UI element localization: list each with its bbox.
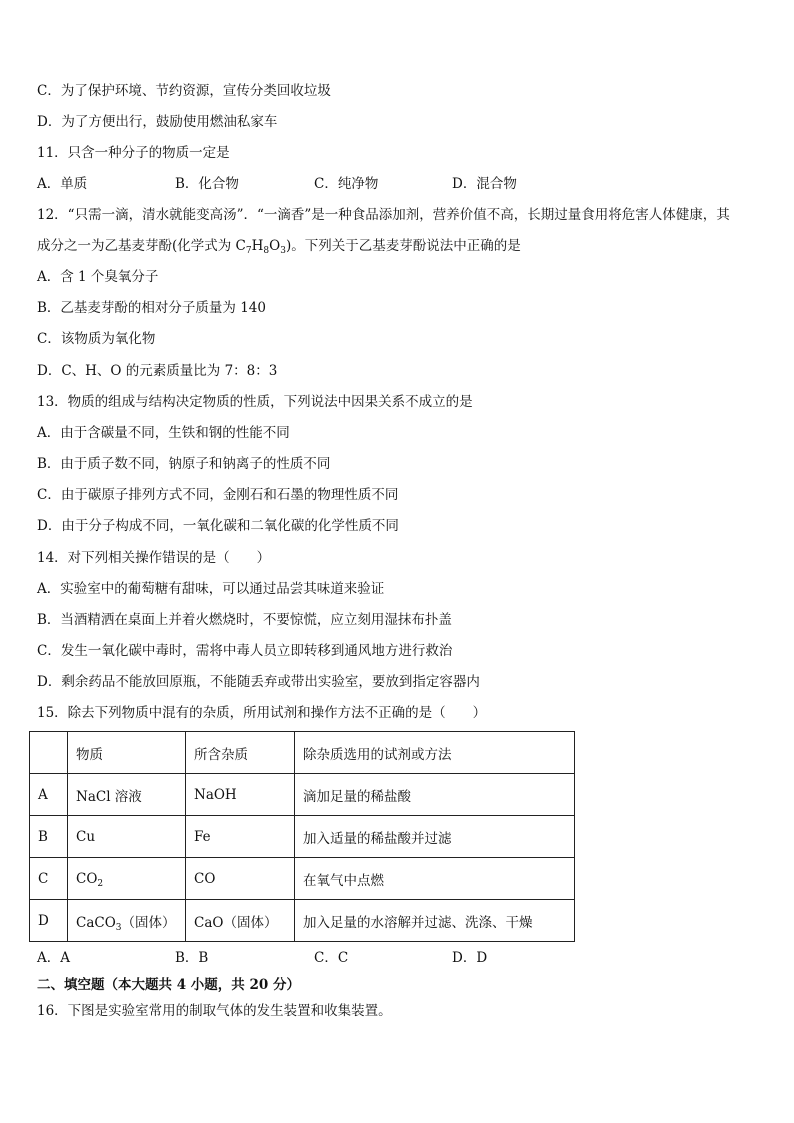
q14-option-a: A．实验室中的葡萄糖有甜味，可以通过品尝其味道来验证 (37, 581, 385, 597)
row-label: D (30, 900, 68, 942)
q14-option-c: C．发生一氧化碳中毒时，需将中毒人员立即转移到通风地方进行救治 (37, 643, 453, 659)
row-label: A (30, 774, 68, 816)
q14-option-d: D．剩余药品不能放回原瓶，不能随丢弃或带出实验室，要放到指定容器内 (37, 674, 480, 690)
q15-option-a: A．A (37, 950, 70, 966)
q16-stem: 16．下图是实验室常用的制取气体的发生装置和收集装置。 (37, 1003, 392, 1019)
formula-base: CaCO (76, 914, 116, 931)
q13-stem: 13．物质的组成与结构决定物质的性质，下列说法中因果关系不成立的是 (37, 394, 473, 410)
q15-table (29, 731, 575, 942)
subscript: 7 (245, 246, 252, 256)
table-row (30, 774, 575, 816)
method-cell: 加入足量的水溶解并过滤、洗涤、干燥 (295, 900, 575, 942)
method-cell: 加入适量的稀盐酸并过滤 (295, 816, 575, 858)
subscript: 3 (280, 246, 286, 256)
formula-base: CO (76, 870, 98, 887)
row-label: C (30, 858, 68, 900)
q13-option-d: D．由于分子构成不同，一氧化碳和二氧化碳的化学性质不同 (37, 518, 399, 534)
q12-stem-text: 成分之一为乙基麦芽酚(化学式为 C (37, 238, 246, 254)
impurity-cell: CO (186, 858, 295, 900)
substance-cell (68, 900, 186, 942)
impurity-cell: CaO（固体） (186, 900, 295, 942)
q12-option-a: A．含 1 个臭氧分子 (37, 269, 159, 285)
subscript: 2 (97, 878, 104, 889)
table-header-cell: 除杂质选用的试剂或方法 (295, 732, 575, 774)
table-row (30, 900, 575, 942)
impurity-cell: NaOH (186, 774, 295, 816)
method-cell: 在氧气中点燃 (295, 858, 575, 900)
table-row (30, 816, 575, 858)
q15-stem: 15．除去下列物质中混有的杂质，所用试剂和操作方法不正确的是（ ） (37, 705, 487, 721)
impurity-cell: Fe (186, 816, 295, 858)
table-header-cell (30, 732, 68, 774)
q10-option-c: C．为了保护环境、节约资源，宣传分类回收垃圾 (37, 83, 331, 99)
q12-option-b: B．乙基麦芽酚的相对分子质量为 140 (37, 300, 266, 316)
q10-option-d: D．为了方便出行，鼓励使用燃油私家车 (37, 114, 278, 130)
formula-element: O (269, 238, 281, 254)
table-row (30, 858, 575, 900)
q14-stem: 14．对下列相关操作错误的是（ ） (37, 550, 271, 566)
formula-element: H (251, 238, 264, 254)
q11-stem: 11．只含一种分子的物质一定是 (37, 145, 230, 161)
q11-option-c: C．纯净物 (314, 176, 379, 192)
substance-cell (68, 858, 186, 900)
substance-cell: NaCl 溶液 (68, 774, 186, 816)
q13-option-a: A．由于含碳量不同，生铁和钢的性能不同 (37, 425, 290, 441)
q11-option-a: A．单质 (37, 176, 88, 192)
table-header-cell: 所含杂质 (186, 732, 295, 774)
q15-option-c: C．C (314, 950, 349, 966)
subscript: 3 (115, 922, 122, 933)
table-header-cell: 物质 (68, 732, 186, 774)
q12-option-c: C．该物质为氧化物 (37, 331, 156, 347)
table-header-row (30, 732, 575, 774)
q11-option-d: D．混合物 (452, 176, 517, 192)
q14-option-b: B．当酒精洒在桌面上并着火燃烧时，不要惊慌，应立刻用湿抹布扑盖 (37, 612, 452, 628)
section-heading: 二、填空题（本大题共 4 小题，共 20 分） (37, 977, 300, 993)
q12-stem-line1: 12．“只需一滴，清水就能变高汤”．“一滴香”是一种食品添加剂，营养价值不高，长期过量食用将危害人体健康，其 (37, 207, 730, 223)
substance-cell: Cu (68, 816, 186, 858)
q11-option-b: B．化合物 (175, 176, 239, 192)
method-cell: 滴加足量的稀盐酸 (295, 774, 575, 816)
q12-stem-text: )。下列关于乙基麦芽酚说法中正确的是 (285, 238, 521, 254)
q15-option-b: B．B (175, 950, 209, 966)
q12-stem-line2 (37, 237, 521, 255)
q15-option-d: D．D (452, 950, 488, 966)
row-label: B (30, 816, 68, 858)
q12-option-d: D．C、H、O 的元素质量比为 7：8：3 (37, 363, 278, 379)
q13-option-c: C．由于碳原子排列方式不同，金刚石和石墨的物理性质不同 (37, 487, 399, 503)
formula-state: （固体） (121, 914, 176, 931)
subscript: 8 (263, 246, 270, 256)
q13-option-b: B．由于质子数不同，钠原子和钠离子的性质不同 (37, 456, 331, 472)
